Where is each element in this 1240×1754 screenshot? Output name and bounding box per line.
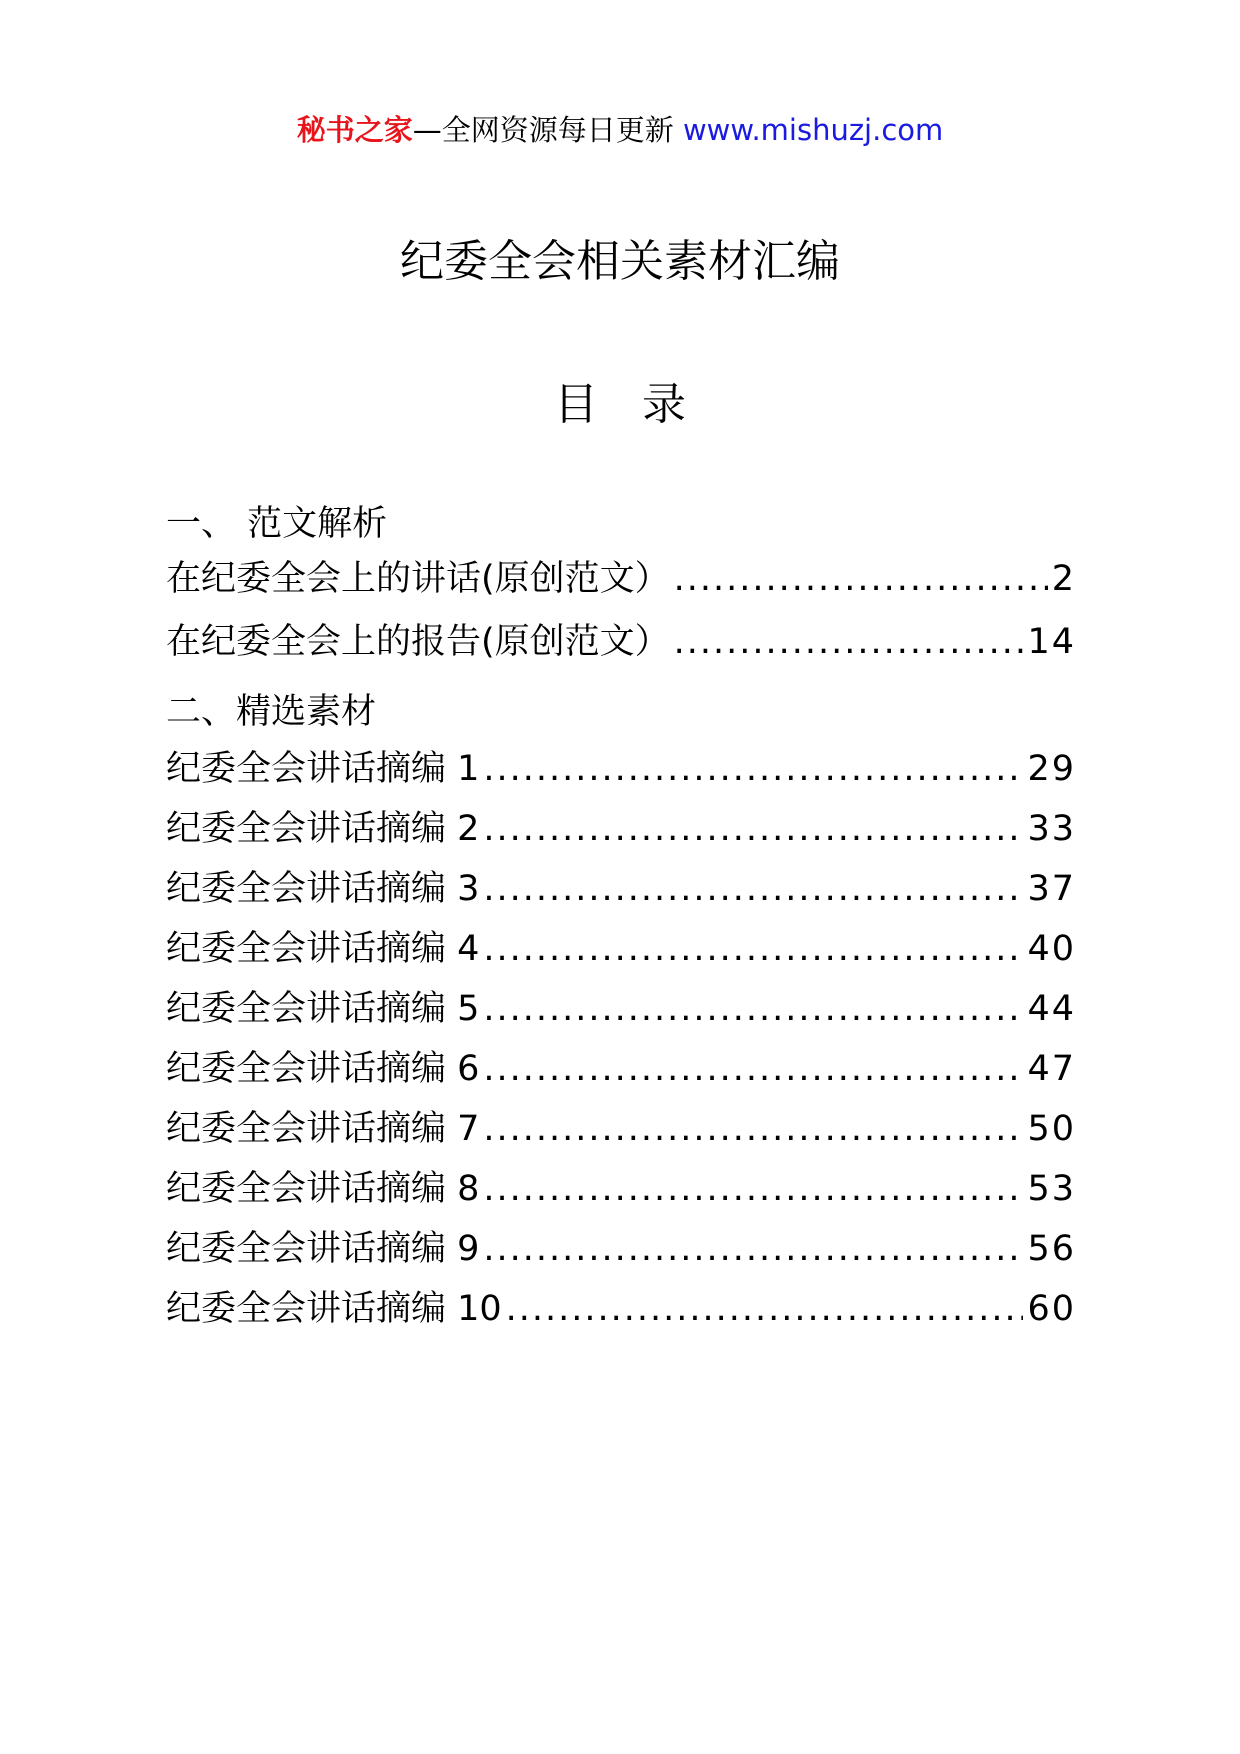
toc-entry-title: 纪委全会讲话摘编 7 <box>166 1109 480 1149</box>
toc-entry[interactable] <box>166 1039 1076 1093</box>
toc-entry-title: 纪委全会讲话摘编 6 <box>166 1049 480 1089</box>
toc-entry-page: 14 <box>1027 622 1076 662</box>
toc-entry-title: 纪委全会讲话摘编 10 <box>166 1289 502 1329</box>
toc-entry[interactable] <box>166 979 1076 1033</box>
toc-entry[interactable] <box>166 1279 1076 1333</box>
toc-dot-leader <box>483 1165 1023 1213</box>
toc-entry[interactable] <box>166 919 1076 973</box>
toc-heading: 目录 <box>554 379 730 430</box>
toc-entry-title: 纪委全会讲话摘编 2 <box>166 809 480 849</box>
toc-dot-leader <box>483 865 1023 913</box>
toc-dot-leader <box>674 618 1024 666</box>
toc-dot-leader <box>483 745 1023 793</box>
toc-dot-leader <box>483 1225 1023 1273</box>
toc-entry[interactable] <box>166 859 1076 913</box>
toc-entry-title: 纪委全会讲话摘编 4 <box>166 929 480 969</box>
toc-entry-title: 在纪委全会上的报告(原创范文） <box>166 622 670 662</box>
toc-entry-page: 53 <box>1027 1169 1076 1209</box>
toc-dot-leader <box>483 1105 1023 1153</box>
toc-entry-page: 47 <box>1027 1049 1076 1089</box>
toc-entry[interactable] <box>166 1159 1076 1213</box>
toc-entry[interactable] <box>166 1219 1076 1273</box>
toc-entry-title: 在纪委全会上的讲话(原创范文） <box>166 559 670 599</box>
toc-entry-page: 2 <box>1051 559 1076 599</box>
toc-dot-leader <box>674 555 1048 603</box>
toc-entry-title: 纪委全会讲话摘编 8 <box>166 1169 480 1209</box>
document-title: 纪委全会相关素材汇编 <box>400 236 840 287</box>
toc-entry[interactable] <box>166 739 1076 793</box>
toc-dot-leader <box>506 1285 1024 1333</box>
site-tagline: —全网资源每日更新 <box>412 113 683 147</box>
toc-dot-leader <box>483 985 1023 1033</box>
toc-entry-title: 纪委全会讲话摘编 9 <box>166 1229 480 1269</box>
toc-dot-leader <box>483 1045 1023 1093</box>
site-url-link[interactable]: www.mishuzj.com <box>682 113 944 147</box>
toc-entry-title: 纪委全会讲话摘编 1 <box>166 749 480 789</box>
toc-entry-page: 29 <box>1027 749 1076 789</box>
toc-entry-page: 40 <box>1027 929 1076 969</box>
toc-entry-title: 纪委全会讲话摘编 5 <box>166 989 480 1029</box>
site-brand: 秘书之家 <box>296 113 413 147</box>
toc-entry[interactable] <box>166 799 1076 853</box>
toc-section-label: 一、 范文解析 <box>166 504 388 544</box>
toc-entry[interactable] <box>166 549 1076 603</box>
toc-section-label: 二、精选素材 <box>166 692 377 732</box>
toc-entry[interactable] <box>166 612 1076 666</box>
toc-dot-leader <box>483 805 1023 853</box>
site-header <box>0 110 1240 150</box>
toc-entry-page: 56 <box>1027 1229 1076 1269</box>
toc-entry[interactable] <box>166 1099 1076 1153</box>
toc-entry-page: 50 <box>1027 1109 1076 1149</box>
toc-entry-page: 37 <box>1027 869 1076 909</box>
toc-entry-title: 纪委全会讲话摘编 3 <box>166 869 480 909</box>
toc-entry-page: 33 <box>1027 809 1076 849</box>
toc-entry-page: 44 <box>1027 989 1076 1029</box>
toc-dot-leader <box>483 925 1023 973</box>
toc-entry-page: 60 <box>1027 1289 1076 1329</box>
